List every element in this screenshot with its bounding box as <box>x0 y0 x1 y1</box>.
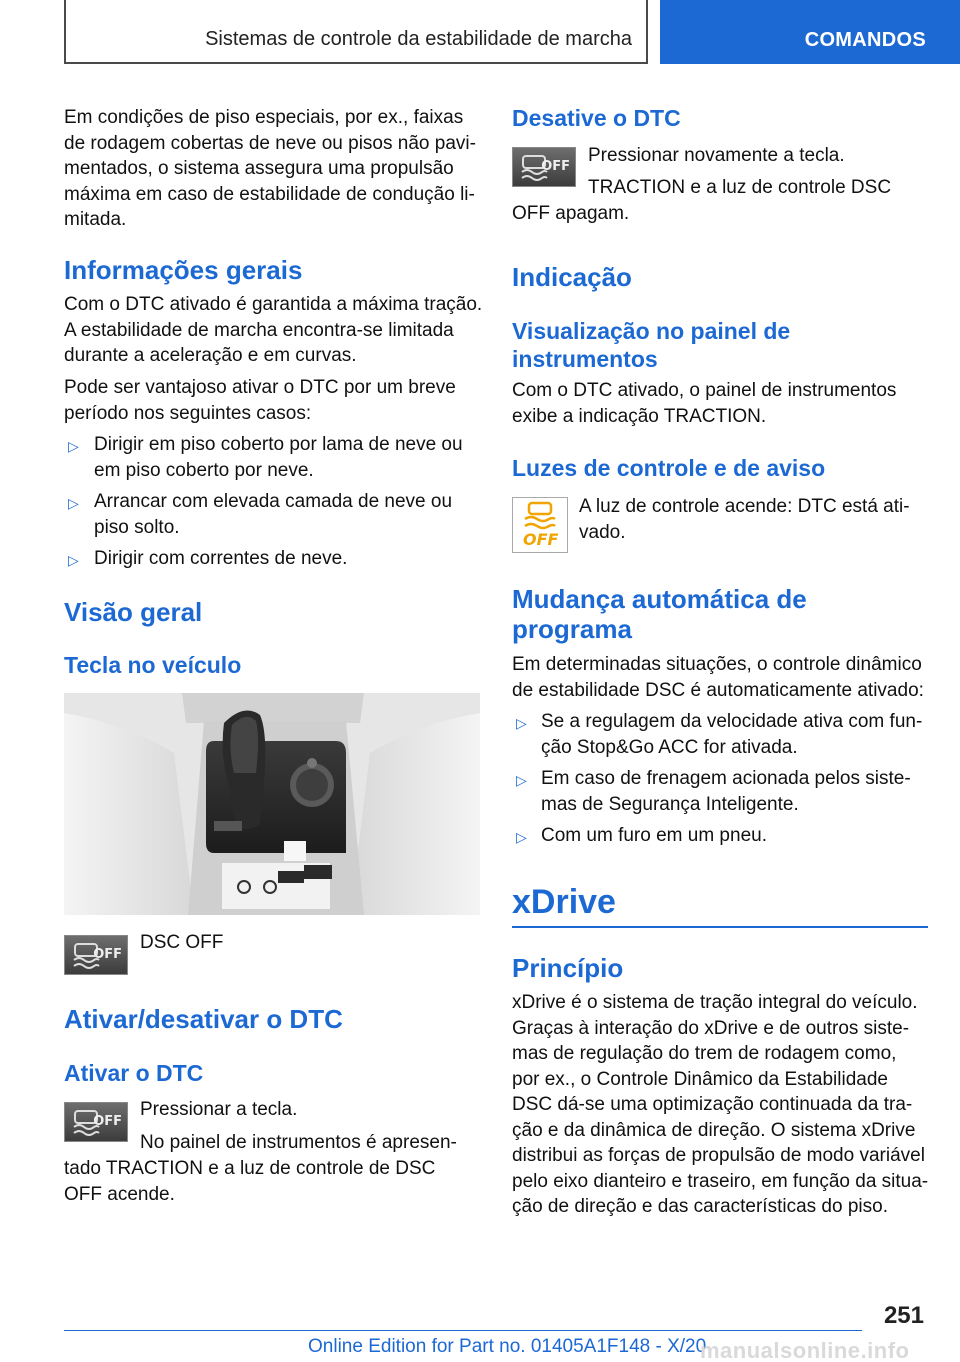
text-line: Com o DTC ativado é garantida a máxima tração. <box>64 294 483 315</box>
off-label: OFF <box>523 530 559 549</box>
text-line: ção de direção e das características do piso. <box>512 1196 888 1217</box>
text-line: Visualização no painel de <box>512 318 791 344</box>
deactivate-result-line: TRACTION e a luz de controle DSC <box>588 177 892 198</box>
bullet-icon: ▷ <box>516 715 527 731</box>
list-item <box>94 432 480 483</box>
text-line: Em condições de piso especiais, por ex., faixas <box>64 107 464 128</box>
header-title: Sistemas de controle da estabilidade de marcha <box>205 28 632 50</box>
activate-result-line: No painel de instrumentos é apresen- <box>140 1132 457 1153</box>
panel-display-heading <box>512 317 928 373</box>
text-line: tado TRACTION e a luz de controle de DSC <box>64 1158 436 1179</box>
section-divider <box>512 926 928 928</box>
page-header <box>64 0 960 66</box>
text-line: Dirigir com correntes de neve. <box>94 548 348 569</box>
text-line: máxima em caso de estabilidade de condução li- <box>64 183 475 205</box>
off-label: OFF <box>541 159 570 174</box>
dsc-off-button-icon <box>512 147 576 187</box>
dtc-warning-light-icon <box>512 497 568 553</box>
list-item <box>541 823 929 849</box>
watermark: manualsonline.info <box>700 1338 910 1362</box>
text-line: mentados, o sistema assegura uma propulsão <box>64 158 454 179</box>
display-heading: Indicação <box>512 262 632 292</box>
text-line: Dirigir em piso coberto por lama de neve ou <box>94 434 463 455</box>
text-line: Graças à interação do xDrive e de outros siste- <box>512 1017 910 1039</box>
car-skid-warning-icon <box>513 500 567 532</box>
center-console-photo <box>64 693 480 915</box>
list-item <box>94 489 480 540</box>
text-line: mitada. <box>64 209 127 230</box>
deactivate-step: Pressionar novamente a tecla. <box>588 145 845 166</box>
text-line: Com o DTC ativado, o painel de instrumentos <box>512 380 897 401</box>
bullet-icon: ▷ <box>68 438 79 454</box>
general-info-heading: Informações gerais <box>64 255 303 285</box>
text-line: exibe a indicação TRACTION. <box>512 405 767 427</box>
automatic-mode-paragraph <box>512 652 932 703</box>
text-line: Com um furo em um pneu. <box>541 825 767 846</box>
text-line: A luz de controle acende: DTC está ati- <box>579 496 910 517</box>
deactivate-result-line: OFF apagam. <box>512 203 630 224</box>
text-line: distribui as forças de propulsão de modo variável <box>512 1145 925 1166</box>
center-console-illustration <box>64 693 480 915</box>
text-line: DSC dá-se uma optimização continuada da tra- <box>512 1094 913 1115</box>
activate-result-paragraph <box>64 1156 480 1207</box>
deactivate-dtc-heading: Desative o DTC <box>512 105 681 131</box>
general-info-paragraph <box>64 292 484 369</box>
text-line: por ex., o Controle Dinâmico da Estabilidade <box>512 1068 888 1090</box>
text-line: Em caso de frenagem acionada pelos siste- <box>541 768 911 789</box>
warning-lights-heading: Luzes de controle e de aviso <box>512 455 826 481</box>
principle-heading: Princípio <box>512 953 624 983</box>
text-line: Em determinadas situações, o controle dinâmico <box>512 654 922 675</box>
principle-paragraph <box>512 990 932 1220</box>
text-line: Pode ser vantajoso ativar o DTC por um breve <box>64 377 456 398</box>
footer-edition: Online Edition for Part no. 01405A1F148 - X/20 <box>308 1336 707 1357</box>
header-section-tab <box>660 0 960 64</box>
list-item <box>541 709 929 760</box>
header-section-label: COMANDOS <box>804 29 926 51</box>
intro-paragraph <box>64 105 480 233</box>
footer-divider <box>64 1330 862 1331</box>
bullet-icon: ▷ <box>516 829 527 845</box>
activate-deactivate-heading: Ativar/desativar o DTC <box>64 1004 343 1034</box>
off-label: OFF <box>93 1114 122 1129</box>
dsc-off-button-icon <box>64 1102 128 1142</box>
text-line: instrumentos <box>512 346 658 372</box>
text-line: vado. <box>579 521 626 543</box>
panel-display-paragraph <box>512 378 928 429</box>
list-item <box>94 546 480 572</box>
activate-dtc-heading: Ativar o DTC <box>64 1060 204 1086</box>
text-line: ção Stop&Go ACC for ativada. <box>541 736 798 758</box>
bullet-icon: ▷ <box>516 772 527 788</box>
bullet-icon: ▷ <box>68 495 79 511</box>
text-line: Se a regulagem da velocidade ativa com fun- <box>541 711 923 732</box>
text-line: Mudança automática de <box>512 584 807 614</box>
text-line: OFF acende. <box>64 1183 175 1205</box>
text-line: de estabilidade DSC é automaticamente ativado: <box>512 679 924 701</box>
advantage-paragraph <box>64 375 480 426</box>
overview-heading: Visão geral <box>64 597 203 627</box>
text-line: mas de regulação do trem de rodagem como, <box>512 1043 897 1064</box>
bullet-icon: ▷ <box>68 552 79 568</box>
text-line: pelo eixo dianteiro e traseiro, em função da situa- <box>512 1170 929 1192</box>
text-line: A estabilidade de marcha encontra-se limitada <box>64 319 454 341</box>
key-caption: DSC OFF <box>140 932 224 953</box>
text-line: de rodagem cobertas de neve ou pisos não pavi- <box>64 132 476 154</box>
text-line: durante a aceleração e em curvas. <box>64 345 357 366</box>
list-item <box>541 766 929 817</box>
header-title-box <box>64 0 648 64</box>
text-line: em piso coberto por neve. <box>94 459 314 481</box>
key-in-vehicle-heading: Tecla no veículo <box>64 652 242 678</box>
off-label: OFF <box>93 947 122 962</box>
text-line: mas de Segurança Inteligente. <box>541 793 799 815</box>
automatic-mode-heading <box>512 584 928 644</box>
dsc-off-button-icon <box>64 935 128 975</box>
text-line: programa <box>512 614 632 644</box>
activate-step: Pressionar a tecla. <box>140 1099 298 1120</box>
text-line: Arrancar com elevada camada de neve ou <box>94 491 453 512</box>
text-line: piso solto. <box>94 516 180 538</box>
text-line: xDrive é o sistema de tração integral do veículo. <box>512 992 918 1013</box>
text-line: ção e da dinâmica de direção. O sistema xDrive <box>512 1119 916 1141</box>
text-line: período nos seguintes casos: <box>64 402 312 424</box>
page-number: 251 <box>883 1302 924 1329</box>
warning-light-paragraph <box>579 494 929 545</box>
xdrive-heading: xDrive <box>512 883 616 921</box>
